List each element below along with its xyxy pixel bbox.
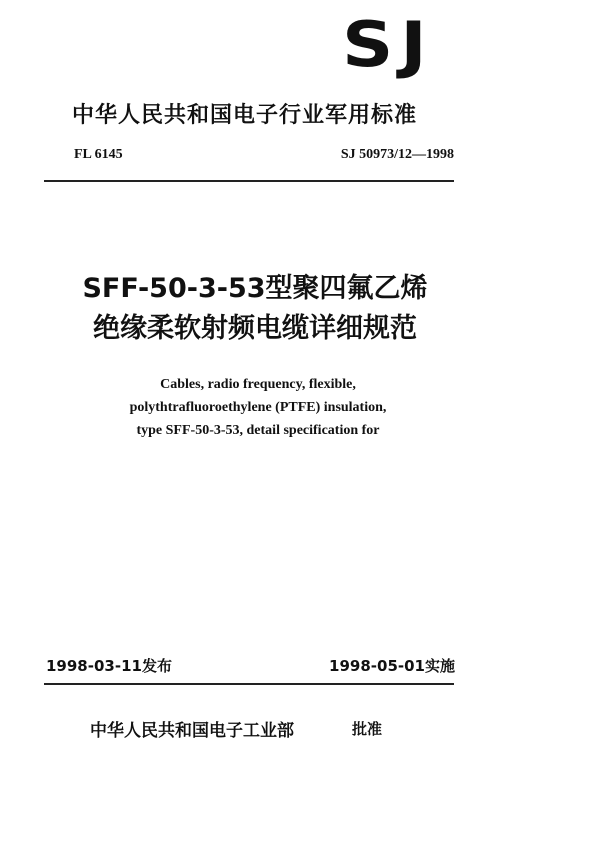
classification-code: FL 6145 — [74, 147, 123, 162]
issuing-authority: 中华人民共和国电子工业部 — [90, 721, 294, 741]
title-en-line1: Cables, radio frequency, flexible, — [160, 377, 356, 392]
title-en-line3: type SFF-50-3-53, detail specification for — [136, 423, 380, 438]
sj-logo: SJ — [342, 8, 434, 81]
bottom-divider — [44, 683, 454, 685]
standard-number: SJ 50973/12—1998 — [340, 147, 454, 162]
approval-label: 批准 — [352, 720, 383, 738]
organization-header: 中华人民共和国电子行业军用标准 — [72, 103, 418, 128]
effective-date: 1998-05-01实施 — [329, 657, 455, 675]
title-zh-line1: SFF-50-3-53型聚四氟乙烯 — [82, 273, 428, 304]
title-zh-line2: 绝缘柔软射频电缆详细规范 — [93, 313, 417, 344]
title-en-line2: polythtrafluoroethylene (PTFE) insulation, — [129, 400, 387, 415]
top-divider — [44, 180, 454, 182]
issue-date: 1998-03-11发布 — [46, 657, 172, 675]
